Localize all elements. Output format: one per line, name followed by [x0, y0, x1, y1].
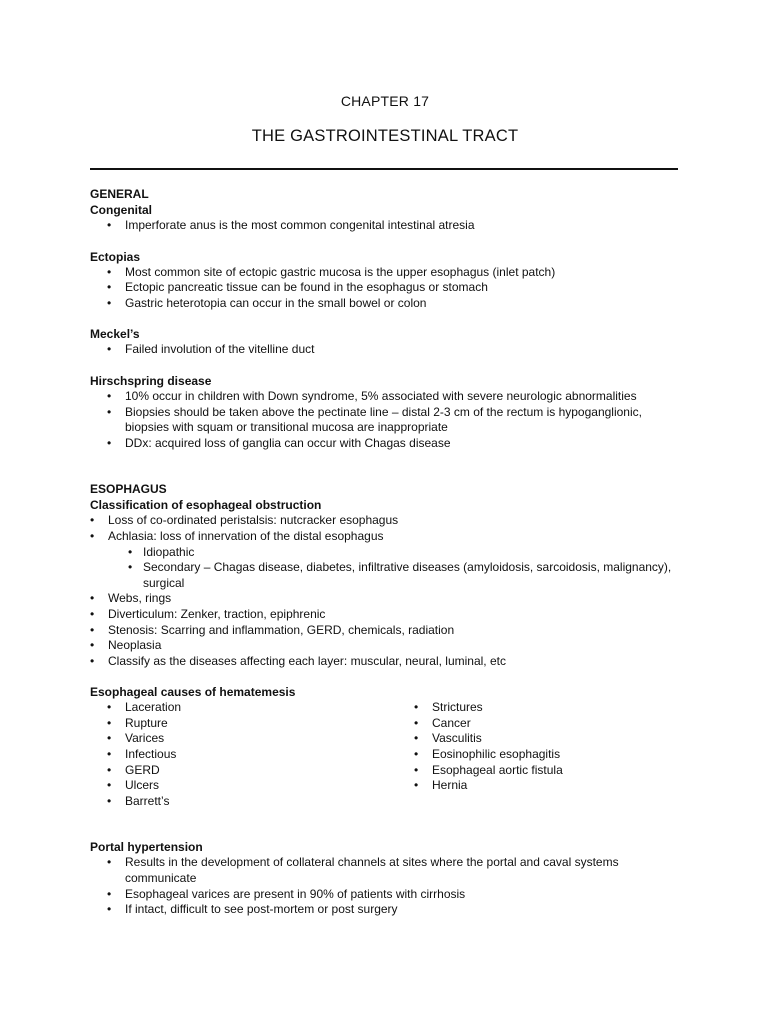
- subheading-ectopias: Ectopias: [90, 249, 141, 264]
- list-item: • Hernia: [397, 778, 677, 794]
- list-item: • Esophageal aortic fistula: [397, 763, 677, 779]
- list-item: • Ectopic pancreatic tissue can be found in the esophagus or stomach: [90, 280, 680, 296]
- list-item: • Classify as the diseases affecting each layer: muscular, neural, luminal, etc: [90, 654, 680, 670]
- chapter-number: CHAPTER 17: [340, 93, 430, 109]
- hematemesis-columns: [90, 700, 680, 809]
- list-item: • Imperforate anus is the most common congenital intestinal atresia: [90, 218, 680, 234]
- list-hirschspring: [90, 389, 680, 451]
- list-item: • Rupture: [90, 716, 397, 732]
- list-item: • Most common site of ectopic gastric mucosa is the upper esophagus (inlet patch): [90, 265, 680, 281]
- list-item: • Infectious: [90, 747, 397, 763]
- list-item: • Webs, rings: [90, 591, 680, 607]
- section-heading-esophagus: ESOPHAGUS: [90, 482, 167, 497]
- document-body: [90, 186, 680, 918]
- subheading-hirschspring: Hirschspring disease: [90, 373, 212, 388]
- list-item: • Results in the development of collateral channels at sites where the portal and caval systems communicate: [90, 855, 680, 886]
- list-obstruction: [90, 513, 680, 544]
- list-item: • Cancer: [397, 716, 677, 732]
- subheading-meckels: Meckel’s: [90, 327, 140, 342]
- chapter-title: THE GASTROINTESTINAL TRACT: [251, 127, 519, 145]
- list-item: • Achlasia: loss of innervation of the distal esophagus: [90, 529, 680, 545]
- list-item: • Loss of co-ordinated peristalsis: nutcracker esophagus: [90, 513, 680, 529]
- list-item: • Strictures: [397, 700, 677, 716]
- list-item: • Idiopathic: [90, 545, 680, 561]
- list-item: • GERD: [90, 763, 397, 779]
- list-item: • Laceration: [90, 700, 397, 716]
- list-item: • Esophageal varices are present in 90% of patients with cirrhosis: [90, 887, 680, 903]
- list-item: • 10% occur in children with Down syndrome, 5% associated with severe neurologic abnormalities: [90, 389, 680, 405]
- list-item: • Varices: [90, 731, 397, 747]
- list-item: • Failed involution of the vitelline duct: [90, 342, 680, 358]
- list-item: • Gastric heterotopia can occur in the small bowel or colon: [90, 296, 680, 312]
- list-item: • Barrett’s: [90, 794, 397, 810]
- section-heading-general: GENERAL: [90, 187, 149, 201]
- list-item: • Eosinophilic esophagitis: [397, 747, 677, 763]
- list-item: • Vasculitis: [397, 731, 677, 747]
- list-item: • Secondary – Chagas disease, diabetes, infiltrative diseases (amyloidosis, sarcoidosis, malignancy), surgical: [90, 560, 680, 591]
- list-item: • Ulcers: [90, 778, 397, 794]
- subheading-obstruction: Classification of esophageal obstruction: [90, 498, 322, 513]
- list-item: • Diverticulum: Zenker, traction, epiphrenic: [90, 607, 680, 623]
- list-portal-hypertension: [90, 855, 680, 917]
- list-congenital: [90, 218, 680, 234]
- list-achalasia-subitems: [90, 545, 680, 592]
- subheading-portal-hypertension: Portal hypertension: [90, 840, 203, 855]
- list-item: • Stenosis: Scarring and inflammation, GERD, chemicals, radiation: [90, 623, 680, 639]
- subheading-congenital: Congenital: [90, 203, 152, 217]
- list-item: • DDx: acquired loss of ganglia can occur with Chagas disease: [90, 436, 680, 452]
- list-item: • If intact, difficult to see post-mortem or post surgery: [90, 902, 680, 918]
- list-obstruction-continued: [90, 591, 680, 669]
- list-hematemesis-left: [90, 700, 397, 809]
- list-meckels: [90, 342, 680, 358]
- list-item: • Neoplasia: [90, 638, 680, 654]
- list-hematemesis-right: [397, 700, 677, 809]
- list-item: • Biopsies should be taken above the pectinate line – distal 2-3 cm of the rectum is hypoganglionic, biopsies with squam or transitional mucosa are inappropriate: [90, 405, 680, 436]
- list-ectopias: [90, 265, 680, 312]
- title-divider: [90, 168, 678, 170]
- subheading-hematemesis: Esophageal causes of hematemesis: [90, 685, 296, 700]
